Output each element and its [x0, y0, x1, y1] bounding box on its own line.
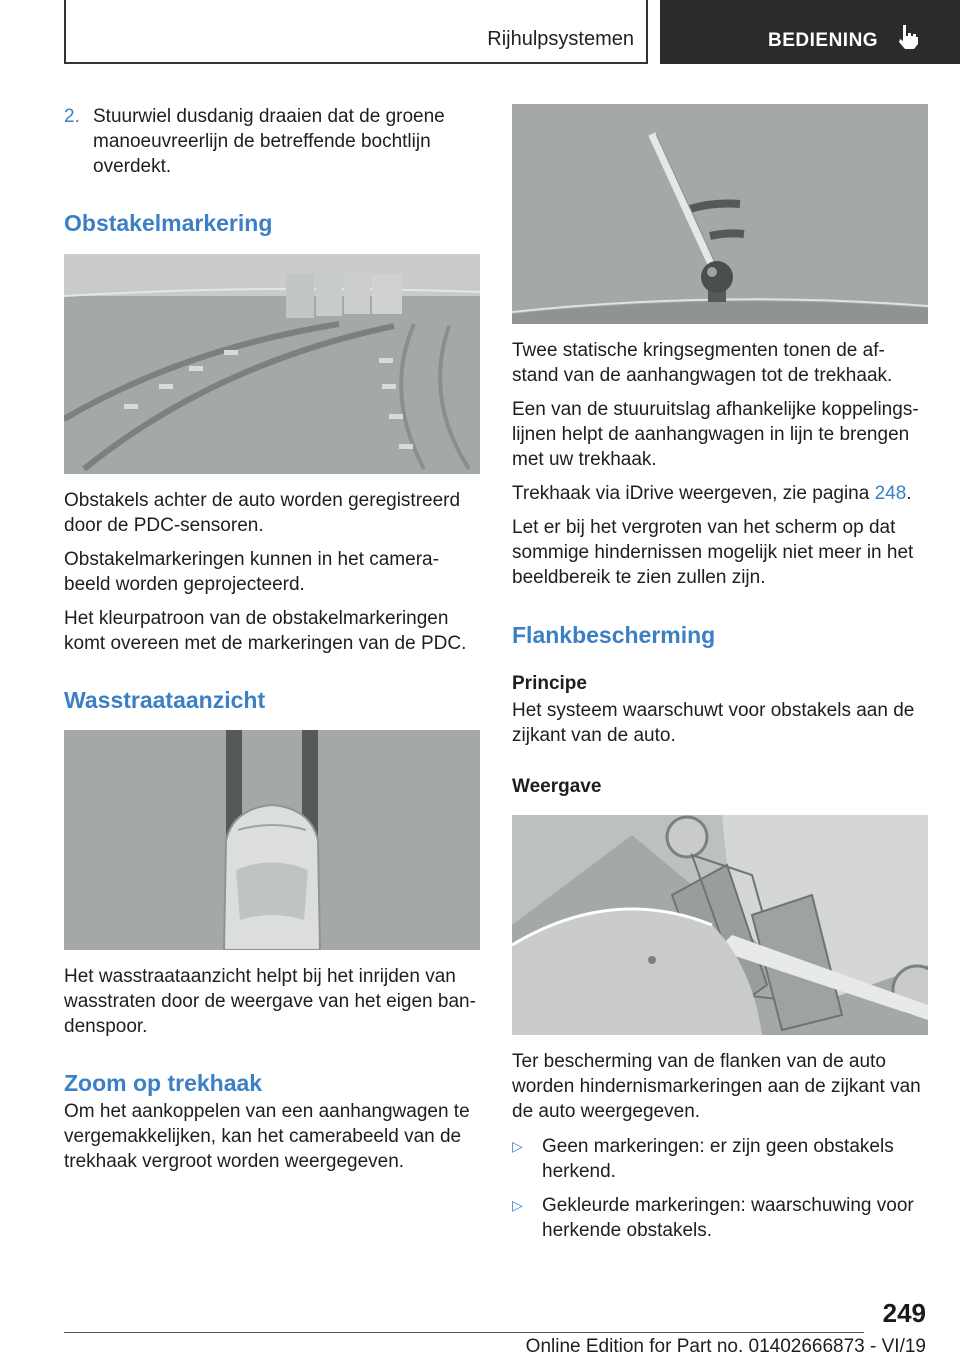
- step-text: Stuurwiel dusdanig draaien dat de groene manoeuvreerlijn de betreffende bochtlijn overdekt.: [93, 106, 445, 177]
- header-section-title: Rijhulpsystemen: [487, 28, 634, 50]
- hitch-paragraph-1: Twee statische kringsegmenten tonen de af-stand van de aanhangwagen tot de trekhaak.: [512, 340, 893, 386]
- hitch-paragraph-4: Let er bij het vergroten van het scherm op dat sommige hindernissen mogelijk niet meer in het beeldbereik te zien zullen zijn.: [512, 517, 914, 588]
- footer-divider: [64, 1332, 864, 1333]
- heading-flank-protection: Flankbescherming: [512, 622, 716, 648]
- wash-paragraph-1: Het wasstraataanzicht helpt bij het inrijden van wasstraten door de weergave van het eigen ban-denspoor.: [64, 966, 476, 1037]
- hitch-paragraph-3-end: .: [906, 483, 912, 504]
- triangle-bullet-icon: ▷: [512, 1197, 523, 1213]
- step-2: [64, 104, 482, 179]
- step-number: 2.: [64, 106, 80, 127]
- page-link-248[interactable]: 248: [874, 483, 907, 504]
- header-chapter-title: BEDIENING: [768, 30, 879, 51]
- bullet-text: Gekleurde markeringen: waarschuwing voor herkende obstakels.: [542, 1195, 914, 1241]
- footer-edition: Online Edition for Part no. 01402666873 - VI/19: [525, 1336, 926, 1357]
- flank-protection-figure: [512, 815, 928, 1035]
- list-item: [512, 1134, 930, 1184]
- obstacle-paragraph-3: Het kleurpatroon van de obstakelmarkeringen komt overeen met de markeringen van de PDC.: [64, 608, 467, 654]
- hitch-zoom-figure: [512, 104, 928, 324]
- list-item: [512, 1193, 930, 1243]
- obstacle-marking-figure: [64, 254, 480, 474]
- heading-obstacle-marking: Obstakelmarkering: [64, 210, 273, 236]
- page-number: 249: [882, 1298, 926, 1328]
- marking-bullet-list: [512, 1134, 930, 1243]
- zoom-paragraph-1: Om het aankoppelen van een aanhangwagen te vergemakkelijken, kan het camerabeeld van de trekhaak vergroot worden weergegeven.: [64, 1101, 470, 1172]
- left-column: [64, 104, 482, 1174]
- heading-display: Weergave: [512, 776, 602, 797]
- heading-zoom-hitch: Zoom op trekhaak: [64, 1070, 263, 1096]
- hitch-paragraph-3-text: Trekhaak via iDrive weergeven, zie pagina: [512, 483, 875, 504]
- heading-principle: Principe: [512, 673, 587, 694]
- car-wash-view-figure: [64, 730, 480, 950]
- header-chapter-box: [660, 0, 960, 64]
- hitch-paragraph-2: Een van de stuuruitslag afhankelijke koppelings-lijnen helpt de aanhangwagen in lijn te brengen met uw trekhaak.: [512, 399, 919, 470]
- header-section-box: [64, 0, 648, 64]
- principle-paragraph-1: Het systeem waarschuwt voor obstakels aan de zijkant van de auto.: [512, 700, 915, 746]
- right-column: [512, 104, 930, 1252]
- hand-pointer-icon: [896, 24, 920, 50]
- obstacle-paragraph-1: Obstakels achter de auto worden geregistreerd door de PDC-sensoren.: [64, 490, 461, 536]
- obstacle-paragraph-2: Obstakelmarkeringen kunnen in het camera-beeld worden geprojecteerd.: [64, 549, 439, 595]
- display-paragraph-1: Ter bescherming van de flanken van de auto worden hindernismarkeringen aan de zijkant van de auto weergegeven.: [512, 1051, 921, 1122]
- bullet-text: Geen markeringen: er zijn geen obstakels herkend.: [542, 1136, 894, 1182]
- heading-wash-view: Wasstraataanzicht: [64, 687, 266, 713]
- triangle-bullet-icon: ▷: [512, 1138, 523, 1154]
- hitch-paragraph-3: [512, 481, 930, 506]
